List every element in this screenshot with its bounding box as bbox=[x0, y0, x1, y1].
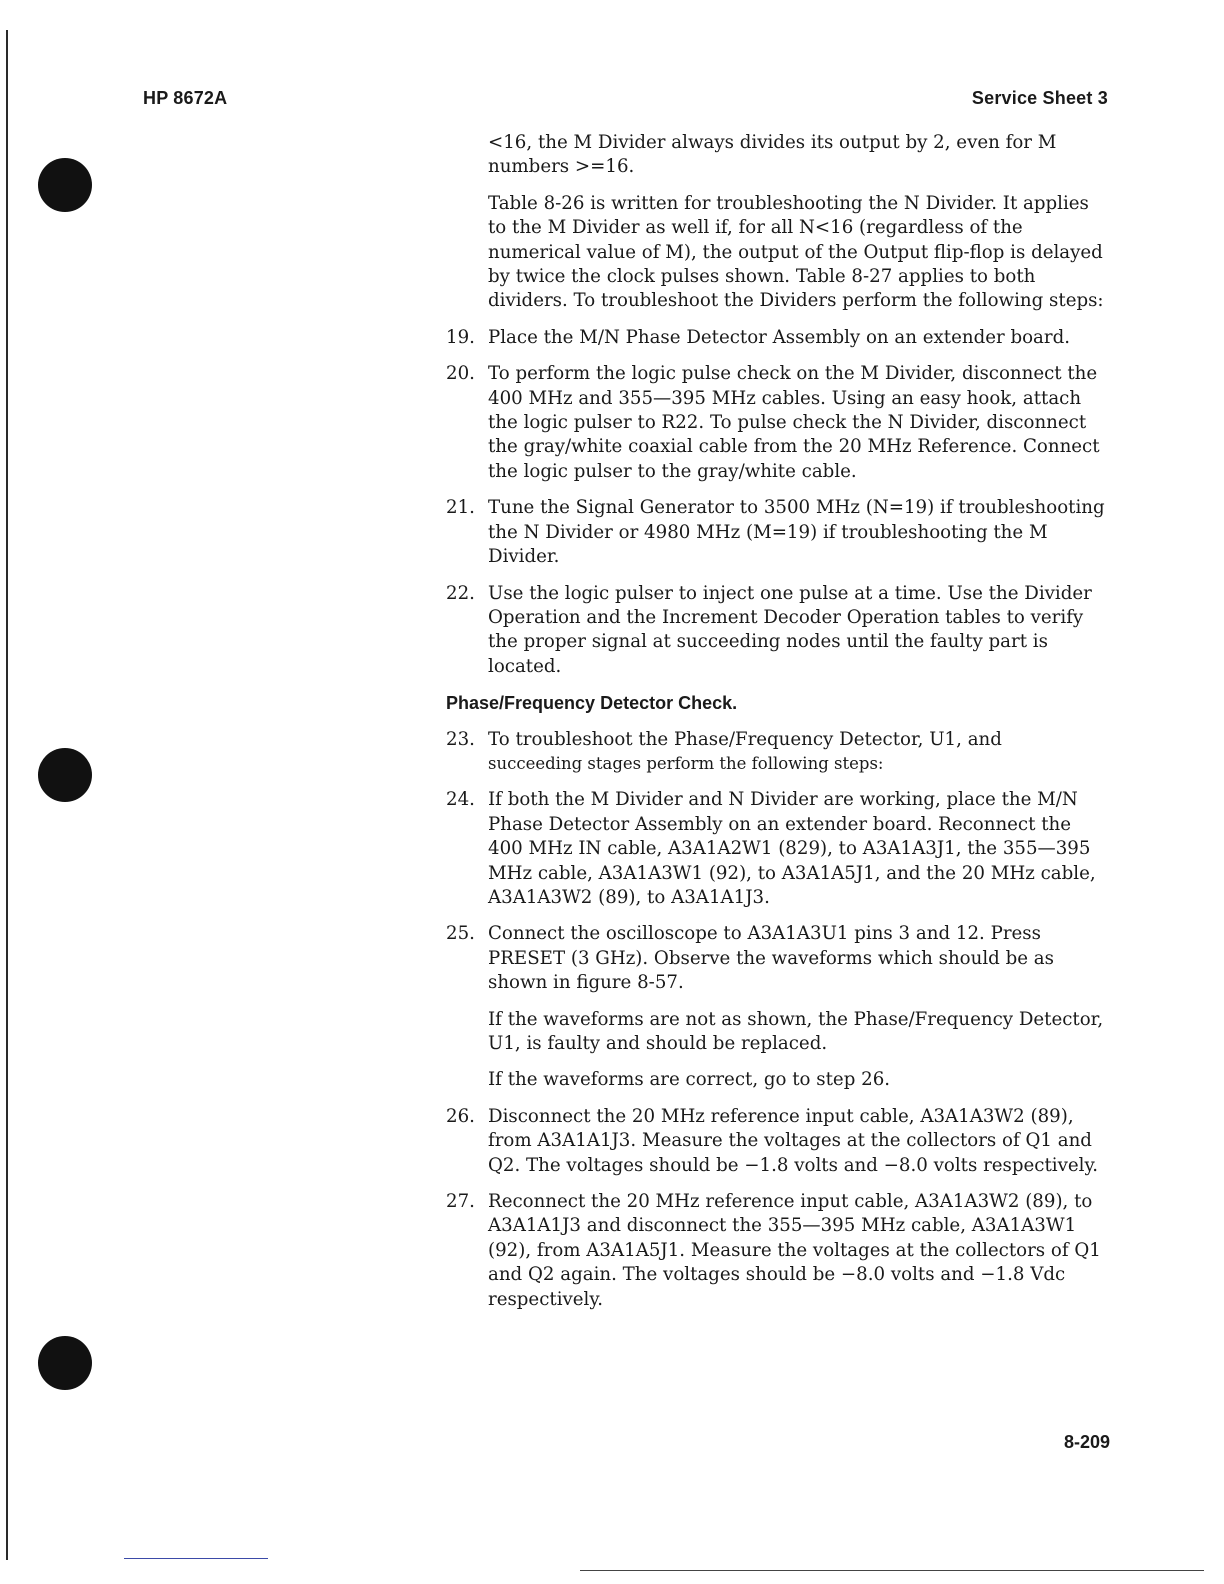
step-text: Use the logic pulser to inject one pulse at a time. Use the Divider Operation and the Increment Decoder Operation tables to verify the proper signal at succeeding nodes until the faulty part is located. bbox=[488, 582, 1092, 677]
step-27 bbox=[446, 1190, 1110, 1312]
step-number: 27. bbox=[446, 1191, 475, 1213]
header-model: HP 8672A bbox=[143, 88, 228, 108]
page-number: 8-209 bbox=[1063, 1432, 1110, 1452]
step-21 bbox=[446, 496, 1110, 569]
step-19 bbox=[446, 326, 1110, 350]
step-26 bbox=[446, 1105, 1110, 1178]
scan-edge-line bbox=[6, 30, 8, 1560]
binder-hole-middle bbox=[38, 748, 92, 802]
step-number: 20. bbox=[446, 363, 475, 385]
step-24 bbox=[446, 788, 1110, 910]
step-text: Connect the oscilloscope to A3A1A3U1 pins 3 and 12. Press PRESET (3 GHz). Observe the waveforms which should be as shown in figure 8-57. bbox=[488, 923, 1054, 994]
footer-rule bbox=[580, 1570, 1204, 1571]
binder-hole-bottom bbox=[38, 1336, 92, 1390]
step-text: To troubleshoot the Phase/Frequency Detector, U1, and bbox=[488, 728, 1002, 750]
section-heading: Phase/Frequency Detector Check. bbox=[446, 693, 738, 714]
step-text: Reconnect the 20 MHz reference input cable, A3A1A3W2 (89), to A3A1A1J3 and disconnect the 355—395 MHz cable, A3A1A3W1 (92), from A3A1A5J1. Measure the voltages at the collectors of Q1 and Q2 again. The voltages should be −8.0 volts and −1.8 Vdc respectively. bbox=[488, 1191, 1101, 1310]
step-22 bbox=[446, 582, 1110, 680]
step-text: If both the M Divider and N Divider are working, place the M/N Phase Detector Assembly on an extender board. Reconnect the 400 MHz IN cable, A3A1A2W1 (829), to A3A1A3J1, the 355—395 MHz cable, A3A1A3W1 (92), to A3A1A5J1, and the 20 MHz cable, A3A1A3W2 (89), to A3A1A1J3. bbox=[488, 789, 1096, 908]
footer-link-rule bbox=[124, 1558, 268, 1559]
binder-hole-top bbox=[38, 158, 92, 212]
step-number: 26. bbox=[446, 1105, 475, 1127]
step-text: To perform the logic pulse check on the M Divider, disconnect the 400 MHz and 355—395 MHz cables. Using an easy hook, attach the logic pulser to R22. To pulse check the N Divider, disconnect the gray/white coaxial cable from the 20 MHz Reference. Connect the logic pulser to the gray/white cable. bbox=[488, 363, 1100, 482]
step-number: 22. bbox=[446, 582, 475, 604]
intro-paragraph-2: Table 8-26 is written for troubleshooting the N Divider. It applies to the M Divider as well if, for all N<16 (regardless of the numerical value of M), the output of the Output flip-flop is delayed by twice the clock pulses shown. Table 8-27 applies to both dividers. To troubleshoot the Dividers perform the following steps: bbox=[488, 192, 1104, 312]
step-number: 23. bbox=[446, 728, 475, 750]
step-number: 21. bbox=[446, 497, 475, 519]
step-23 bbox=[446, 728, 1110, 777]
step-text: Tune the Signal Generator to 3500 MHz (N=19) if troubleshooting the N Divider or 4980 MHz (M=19) if troubleshooting the M Divider. bbox=[488, 497, 1105, 568]
step-text: Place the M/N Phase Detector Assembly on an extender board. bbox=[488, 326, 1070, 348]
step-number: 19. bbox=[446, 326, 475, 348]
header-section: Service Sheet 3 bbox=[971, 88, 1108, 108]
step-text: Disconnect the 20 MHz reference input cable, A3A1A3W2 (89), from A3A1A1J3. Measure the voltages at the collectors of Q1 and Q2. The voltages should be −1.8 volts and −8.0 volts respectively. bbox=[488, 1105, 1099, 1176]
step-20 bbox=[446, 362, 1110, 484]
page-body bbox=[446, 131, 1110, 1324]
step-text-continued: succeeding stages perform the following steps: bbox=[488, 753, 884, 773]
step-25-note-2: If the waveforms are correct, go to step 26. bbox=[488, 1069, 891, 1091]
step-25-note-1: If the waveforms are not as shown, the Phase/Frequency Detector, U1, is faulty and should be replaced. bbox=[488, 1008, 1104, 1054]
step-number: 24. bbox=[446, 789, 475, 811]
intro-paragraph-1: <16, the M Divider always divides its output by 2, even for M numbers >=16. bbox=[488, 132, 1057, 178]
step-25 bbox=[446, 922, 1110, 995]
step-number: 25. bbox=[446, 923, 475, 945]
